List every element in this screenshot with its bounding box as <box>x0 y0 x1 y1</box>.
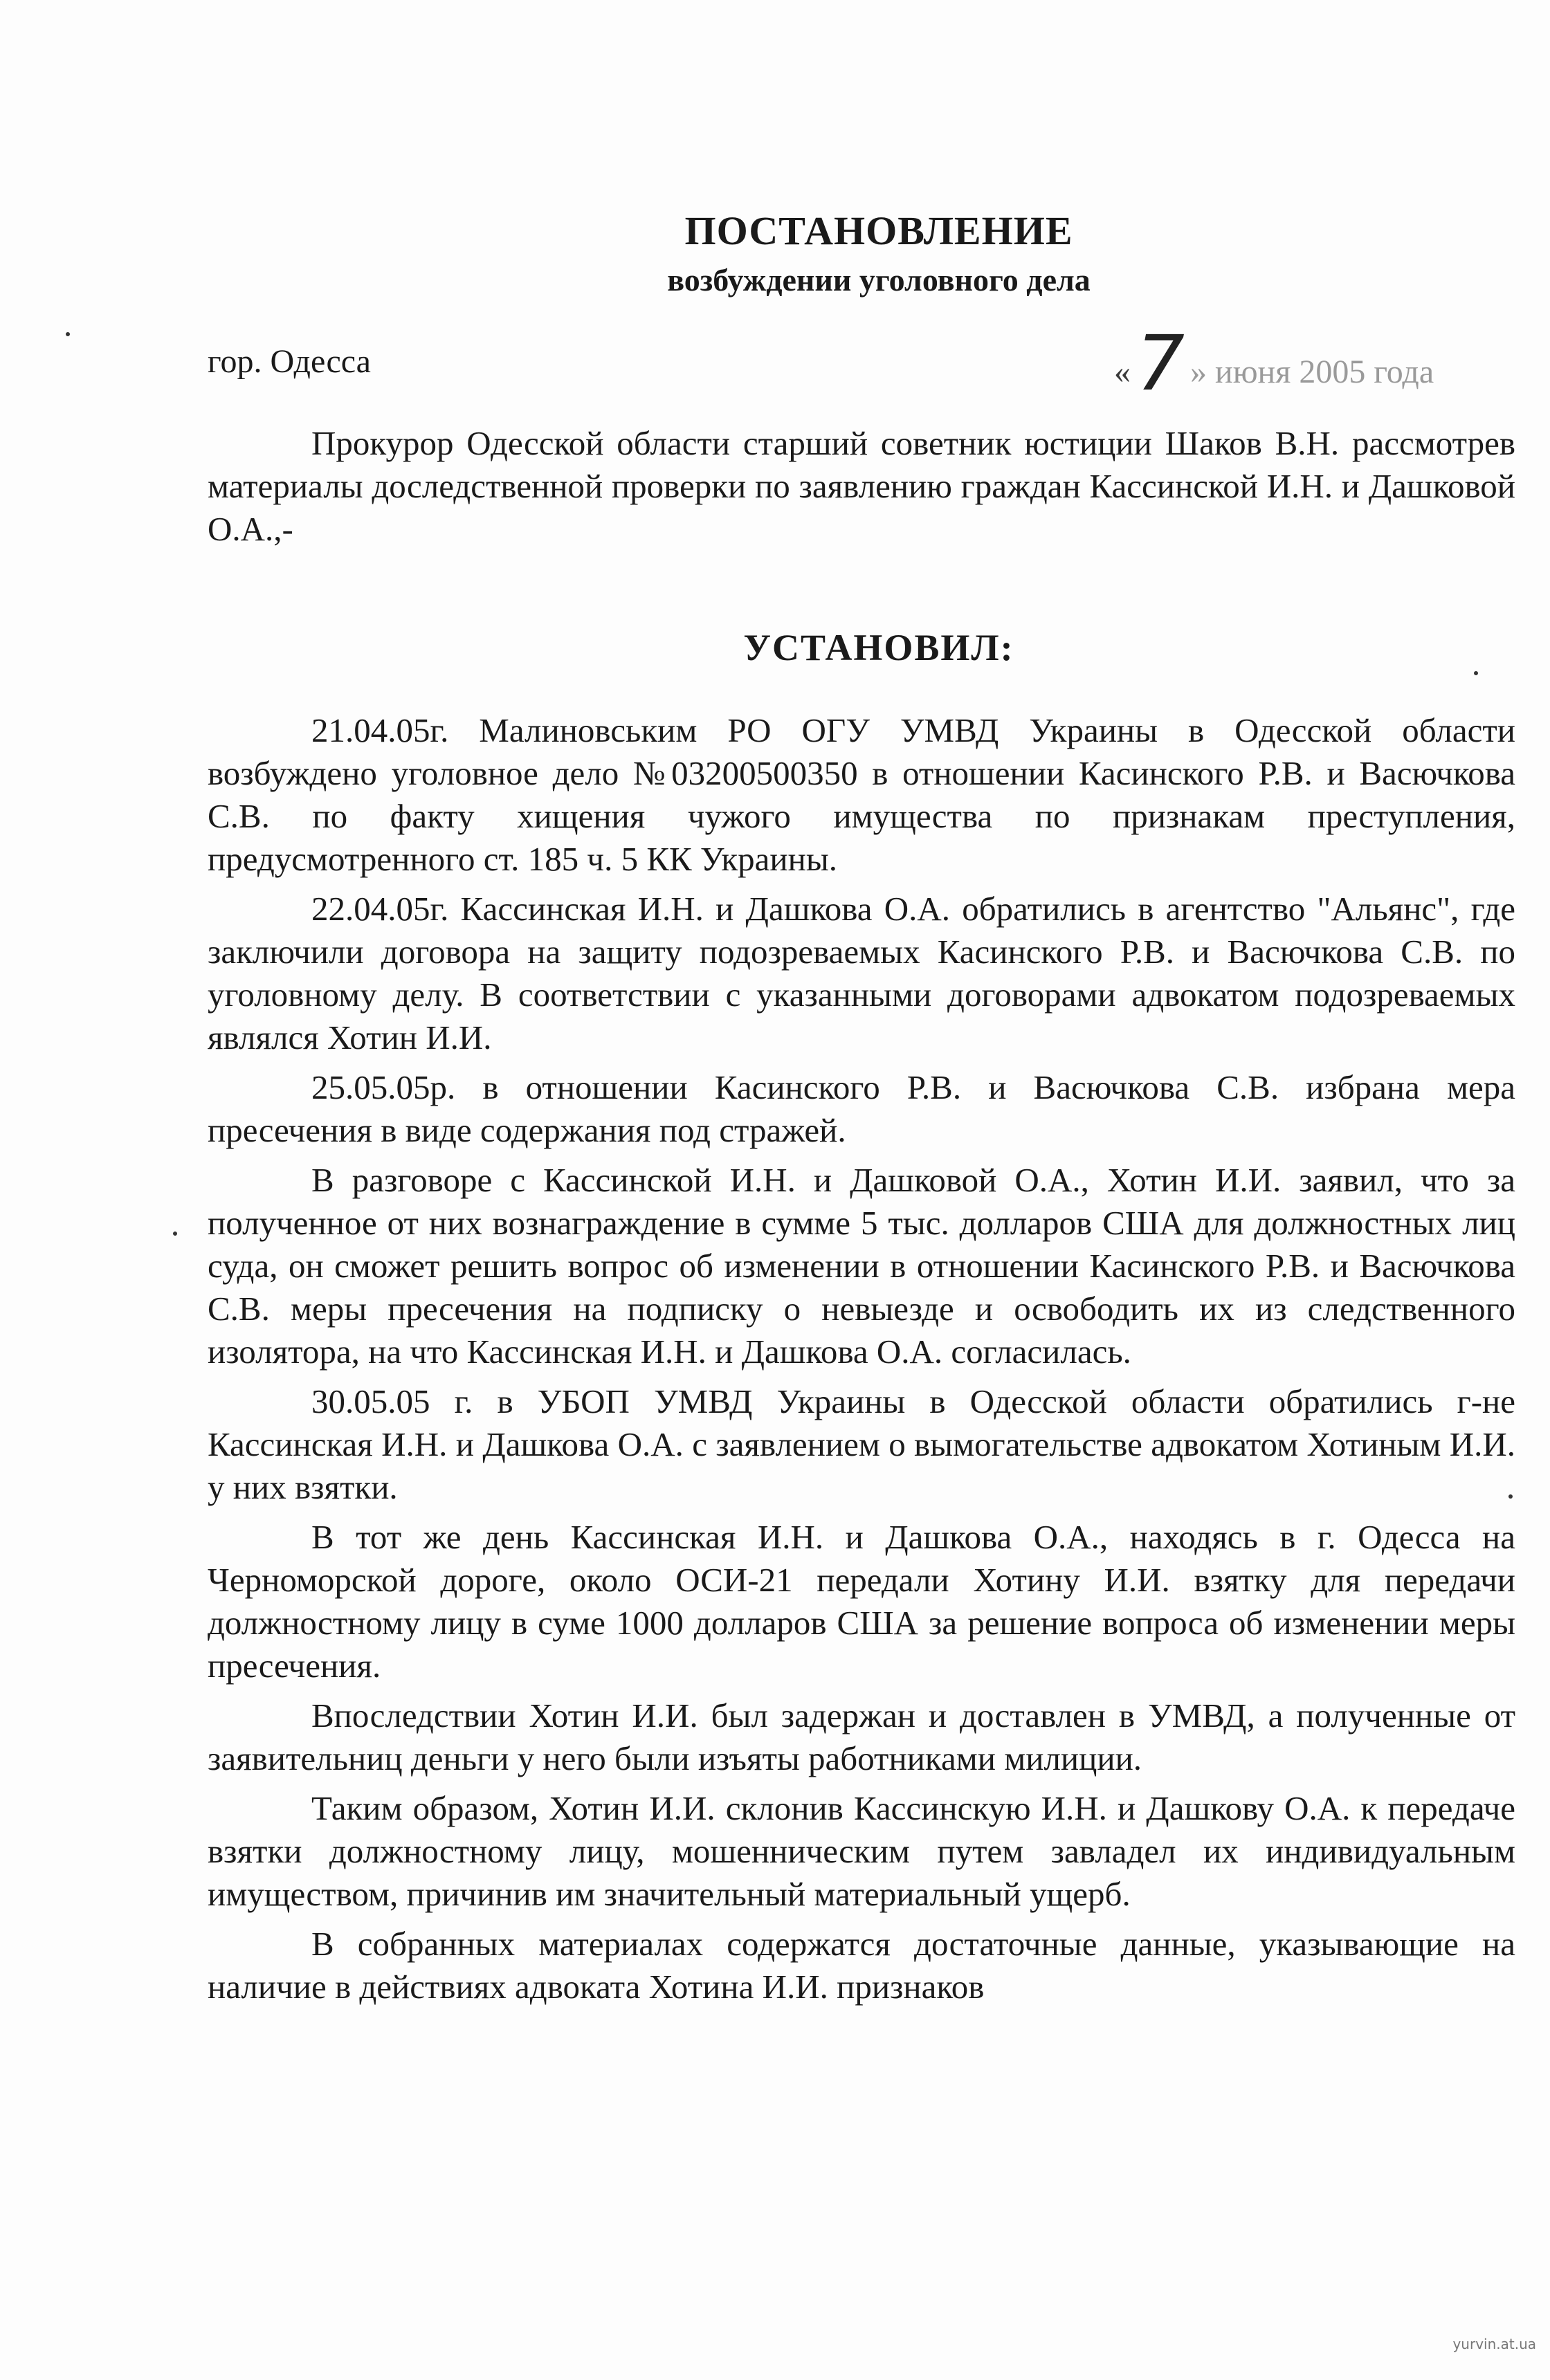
document-date <box>1114 319 1434 408</box>
fact-paragraph-1: 21.04.05г. Малиновським РО ОГУ УМВД Украины в Одесской области возбуждено уголовное дело №03200500350 в отношении Касинского Р.В. и Васючкова С.В. по факту хищения чужого имущества по признакам преступления, предусмотренного ст. 185 ч. 5 КК Украины. <box>208 711 1515 878</box>
fact-paragraph-2: 22.04.05г. Кассинская И.Н. и Дашкова О.А. обратились в агентство "Альянс", где заключили договора на защиту подозреваемых Касинского Р.В. и Васючкова С.В. по уголовному делу. В соответствии с указанными договорами адвокатом подозреваемых являлся Хотин И.И. <box>208 890 1515 1056</box>
scan-speck <box>1508 1494 1513 1499</box>
section-heading: УСТАНОВИЛ: <box>743 627 1014 668</box>
date-month-year: » июня 2005 года <box>1190 354 1434 390</box>
intro-block <box>208 422 1515 551</box>
document-city: гор. Одесса <box>208 343 371 380</box>
document-subtitle: возбуждении уголовного дела <box>667 262 1091 298</box>
fact-paragraph-8: Таким образом, Хотин И.И. склонив Кассинскую И.Н. и Дашкову О.А. к передаче взятки должностному лицу, мошенническим путем завладел их индивидуальным имуществом, причинив им значительный материальный ущерб. <box>208 1789 1515 1913</box>
facts-block <box>208 709 1515 2015</box>
fact-paragraph-6: В тот же день Кассинская И.Н. и Дашкова О.А., находясь в г. Одесса на Черноморской дороге, около ОСИ-21 передали Хотину И.И. взятку для передачи должностному лицу в суме 1000 долларов США за решение вопроса об изменении меры пресечения. <box>208 1518 1515 1685</box>
date-day-handwritten: 7 <box>1136 319 1185 408</box>
intro-paragraph: Прокурор Одесской области старший советник юстиции Шаков В.Н. рассмотрев материалы доследственной проверки по заявлению граждан Кассинской И.Н. и Дашковой О.А.,- <box>208 424 1515 548</box>
fact-paragraph-7: Впоследствии Хотин И.И. был задержан и доставлен в УМВД, а полученные от заявительниц деньги у него были изъяты работниками милиции. <box>208 1696 1515 1777</box>
scan-speck <box>66 332 70 336</box>
scan-speck <box>1474 671 1478 675</box>
fact-paragraph-9: В собранных материалах содержатся достаточные данные, указывающие на наличие в действиях адвоката Хотина И.И. признаков <box>208 1925 1515 2006</box>
source-watermark: yurvin.at.ua <box>1452 2336 1536 2352</box>
fact-paragraph-4: В разговоре с Кассинской И.Н. и Дашковой О.А., Хотин И.И. заявил, что за полученное от них вознаграждение в сумме 5 тыс. долларов США для должностных лиц суда, он сможет решить вопрос об изменении в отношении Касинского Р.В. и Васючкова С.В. меры пресечения на подписку о невыезде и освободить их из следственного изолятора, на что Кассинская И.Н. и Дашкова О.А. согласилась. <box>208 1161 1515 1371</box>
fact-paragraph-3: 25.05.05р. в отношении Касинского Р.В. и Васючкова С.В. избрана мера пресечения в виде содержания под стражей. <box>208 1068 1515 1149</box>
fact-paragraph-5: 30.05.05 г. в УБОП УМВД Украины в Одесской области обратились г-не Кассинская И.Н. и Дашкова О.А. с заявлением о вымогательстве адвокатом Хотиным И.И. у них взятки. <box>208 1382 1515 1506</box>
document-title: ПОСТАНОВЛЕНИЕ <box>684 208 1073 253</box>
scan-speck <box>173 1232 177 1236</box>
date-open-quote: « <box>1114 354 1131 390</box>
